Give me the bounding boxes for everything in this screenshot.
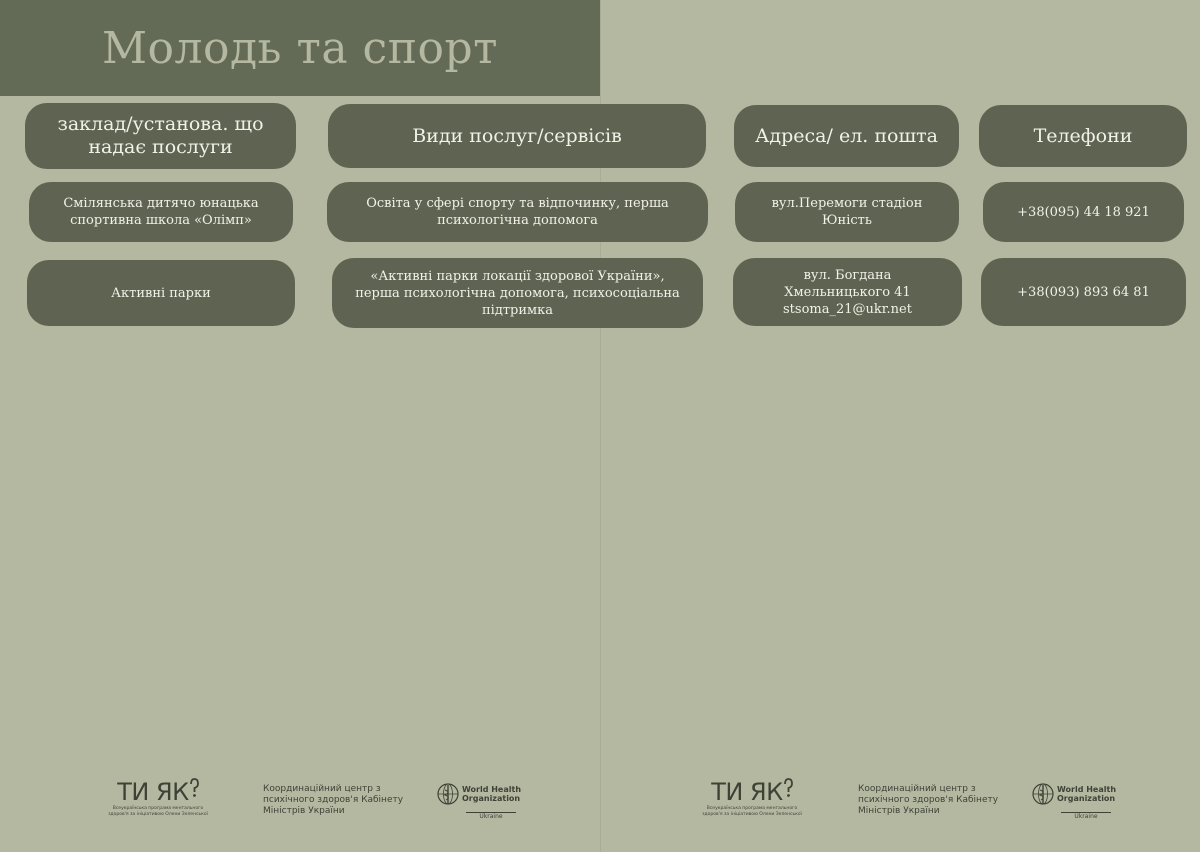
row2-institution: Активні парки	[27, 260, 295, 326]
row2-address: вул. Богдана Хмельницького 41 stsoma_21@ukr.net	[733, 258, 962, 326]
tiyak-wordmark: ТИ ЯК	[711, 778, 783, 806]
who-name: World Health Organization	[1057, 785, 1117, 803]
coord-center-text: Координаційний центр з психічного здоров'я Кабінету Міністрів України	[263, 784, 404, 816]
header-phones: Телефони	[979, 105, 1187, 167]
who-name: World Health Organization	[462, 785, 522, 803]
tiyak-logo-icon	[783, 778, 793, 798]
header-institution: заклад/установа. що надає послуги	[25, 103, 296, 169]
tiyak-wordmark: ТИ ЯК	[117, 778, 189, 806]
who-emblem-icon	[1031, 782, 1055, 806]
coord-center-text: Координаційний центр з психічного здоров'я Кабінету Міністрів України	[858, 784, 999, 816]
row2-phone: +38(093) 893 64 81	[981, 258, 1186, 326]
row1-phone: +38(095) 44 18 921	[983, 182, 1184, 242]
tiyak-tagline: Всеукраїнська програма ментального здоров'я за ініціативою Олени Зеленської	[108, 806, 208, 817]
tiyak-tagline: Всеукраїнська програма ментального здоров'я за ініціативою Олени Зеленської	[702, 806, 802, 817]
who-country: Ukraine	[466, 812, 516, 820]
row2-services: «Активні парки локації здорової України», перша психологічна допомога, психосоціальна підтримка	[332, 258, 703, 328]
page-title: Молодь та спорт	[101, 22, 499, 74]
row1-address: вул.Перемоги стадіон Юність	[735, 182, 959, 242]
header-address: Адреса/ ел. пошта	[734, 105, 959, 167]
row1-services: Освіта у сфері спорту та відпочинку, перша психологічна допомога	[327, 182, 708, 242]
row1-institution: Смілянська дитячо юнацька спортивна школа «Олімп»	[29, 182, 293, 242]
who-country: Ukraine	[1061, 812, 1111, 820]
tiyak-logo	[697, 778, 807, 818]
header-services: Види послуг/сервісів	[328, 104, 706, 168]
title-band	[0, 0, 600, 96]
footer-right	[0, 778, 1200, 826]
